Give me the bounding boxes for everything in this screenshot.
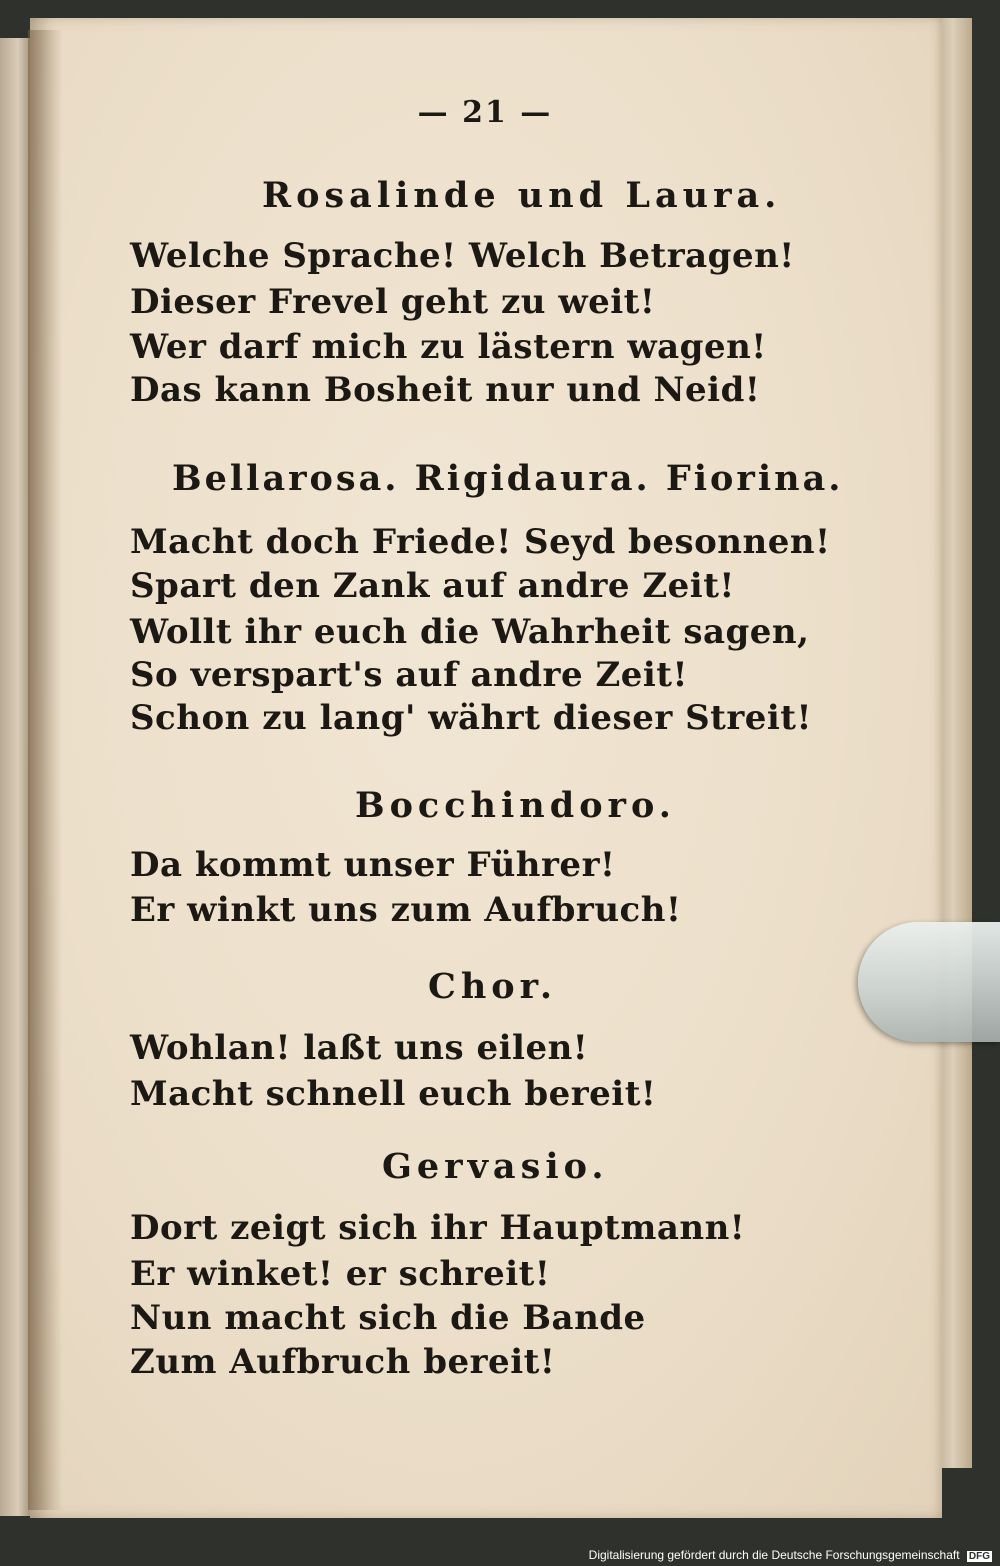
speaker-heading: Bellarosa. Rigidaura. Fiorina. [172, 458, 844, 499]
verse-line: Das kann Bosheit nur und Neid! [130, 370, 761, 410]
verse-line: Zum Aufbruch bereit! [130, 1342, 556, 1382]
page-gutter [28, 30, 62, 1510]
verse-line: Macht schnell euch bereit! [130, 1074, 657, 1114]
verse-line: Dort zeigt sich ihr Hauptmann! [130, 1208, 746, 1248]
verse-line: Schon zu lang' währt dieser Streit! [130, 698, 812, 738]
verse-line: So verspart's auf andre Zeit! [130, 655, 688, 695]
verse-line: Wollt ihr euch die Wahrheit sagen, [130, 612, 810, 652]
verse-line: Welche Sprache! Welch Betragen! [130, 236, 795, 276]
digitization-credit [589, 1548, 992, 1562]
speaker-heading: Chor. [428, 966, 558, 1007]
dfg-logo: DFG [968, 1551, 990, 1562]
page-clip [858, 922, 1000, 1042]
verse-line: Dieser Frevel geht zu weit! [130, 282, 656, 322]
verse-line: Er winkt uns zum Aufbruch! [130, 890, 682, 930]
speaker-heading: Bocchindoro. [355, 785, 676, 826]
verse-line: Nun macht sich die Bande [130, 1298, 646, 1338]
page-number: — 21 — [417, 95, 553, 130]
verse-line: Er winket! er schreit! [130, 1254, 551, 1294]
verse-line: Da kommt unser Führer! [130, 845, 616, 885]
right-page-edge [940, 18, 972, 1468]
speaker-heading: Rosalinde und Laura. [262, 175, 782, 216]
verse-line: Macht doch Friede! Seyd besonnen! [130, 522, 831, 562]
verse-line: Wohlan! laßt uns eilen! [130, 1028, 589, 1068]
speaker-heading: Gervasio. [382, 1146, 609, 1187]
left-page-edge [0, 38, 30, 1516]
credit-text: Digitalisierung gefördert durch die Deutsche Forschungsgemeinschaft [588, 1548, 960, 1562]
verse-line: Wer darf mich zu lästern wagen! [130, 327, 767, 367]
verse-line: Spart den Zank auf andre Zeit! [130, 566, 735, 606]
